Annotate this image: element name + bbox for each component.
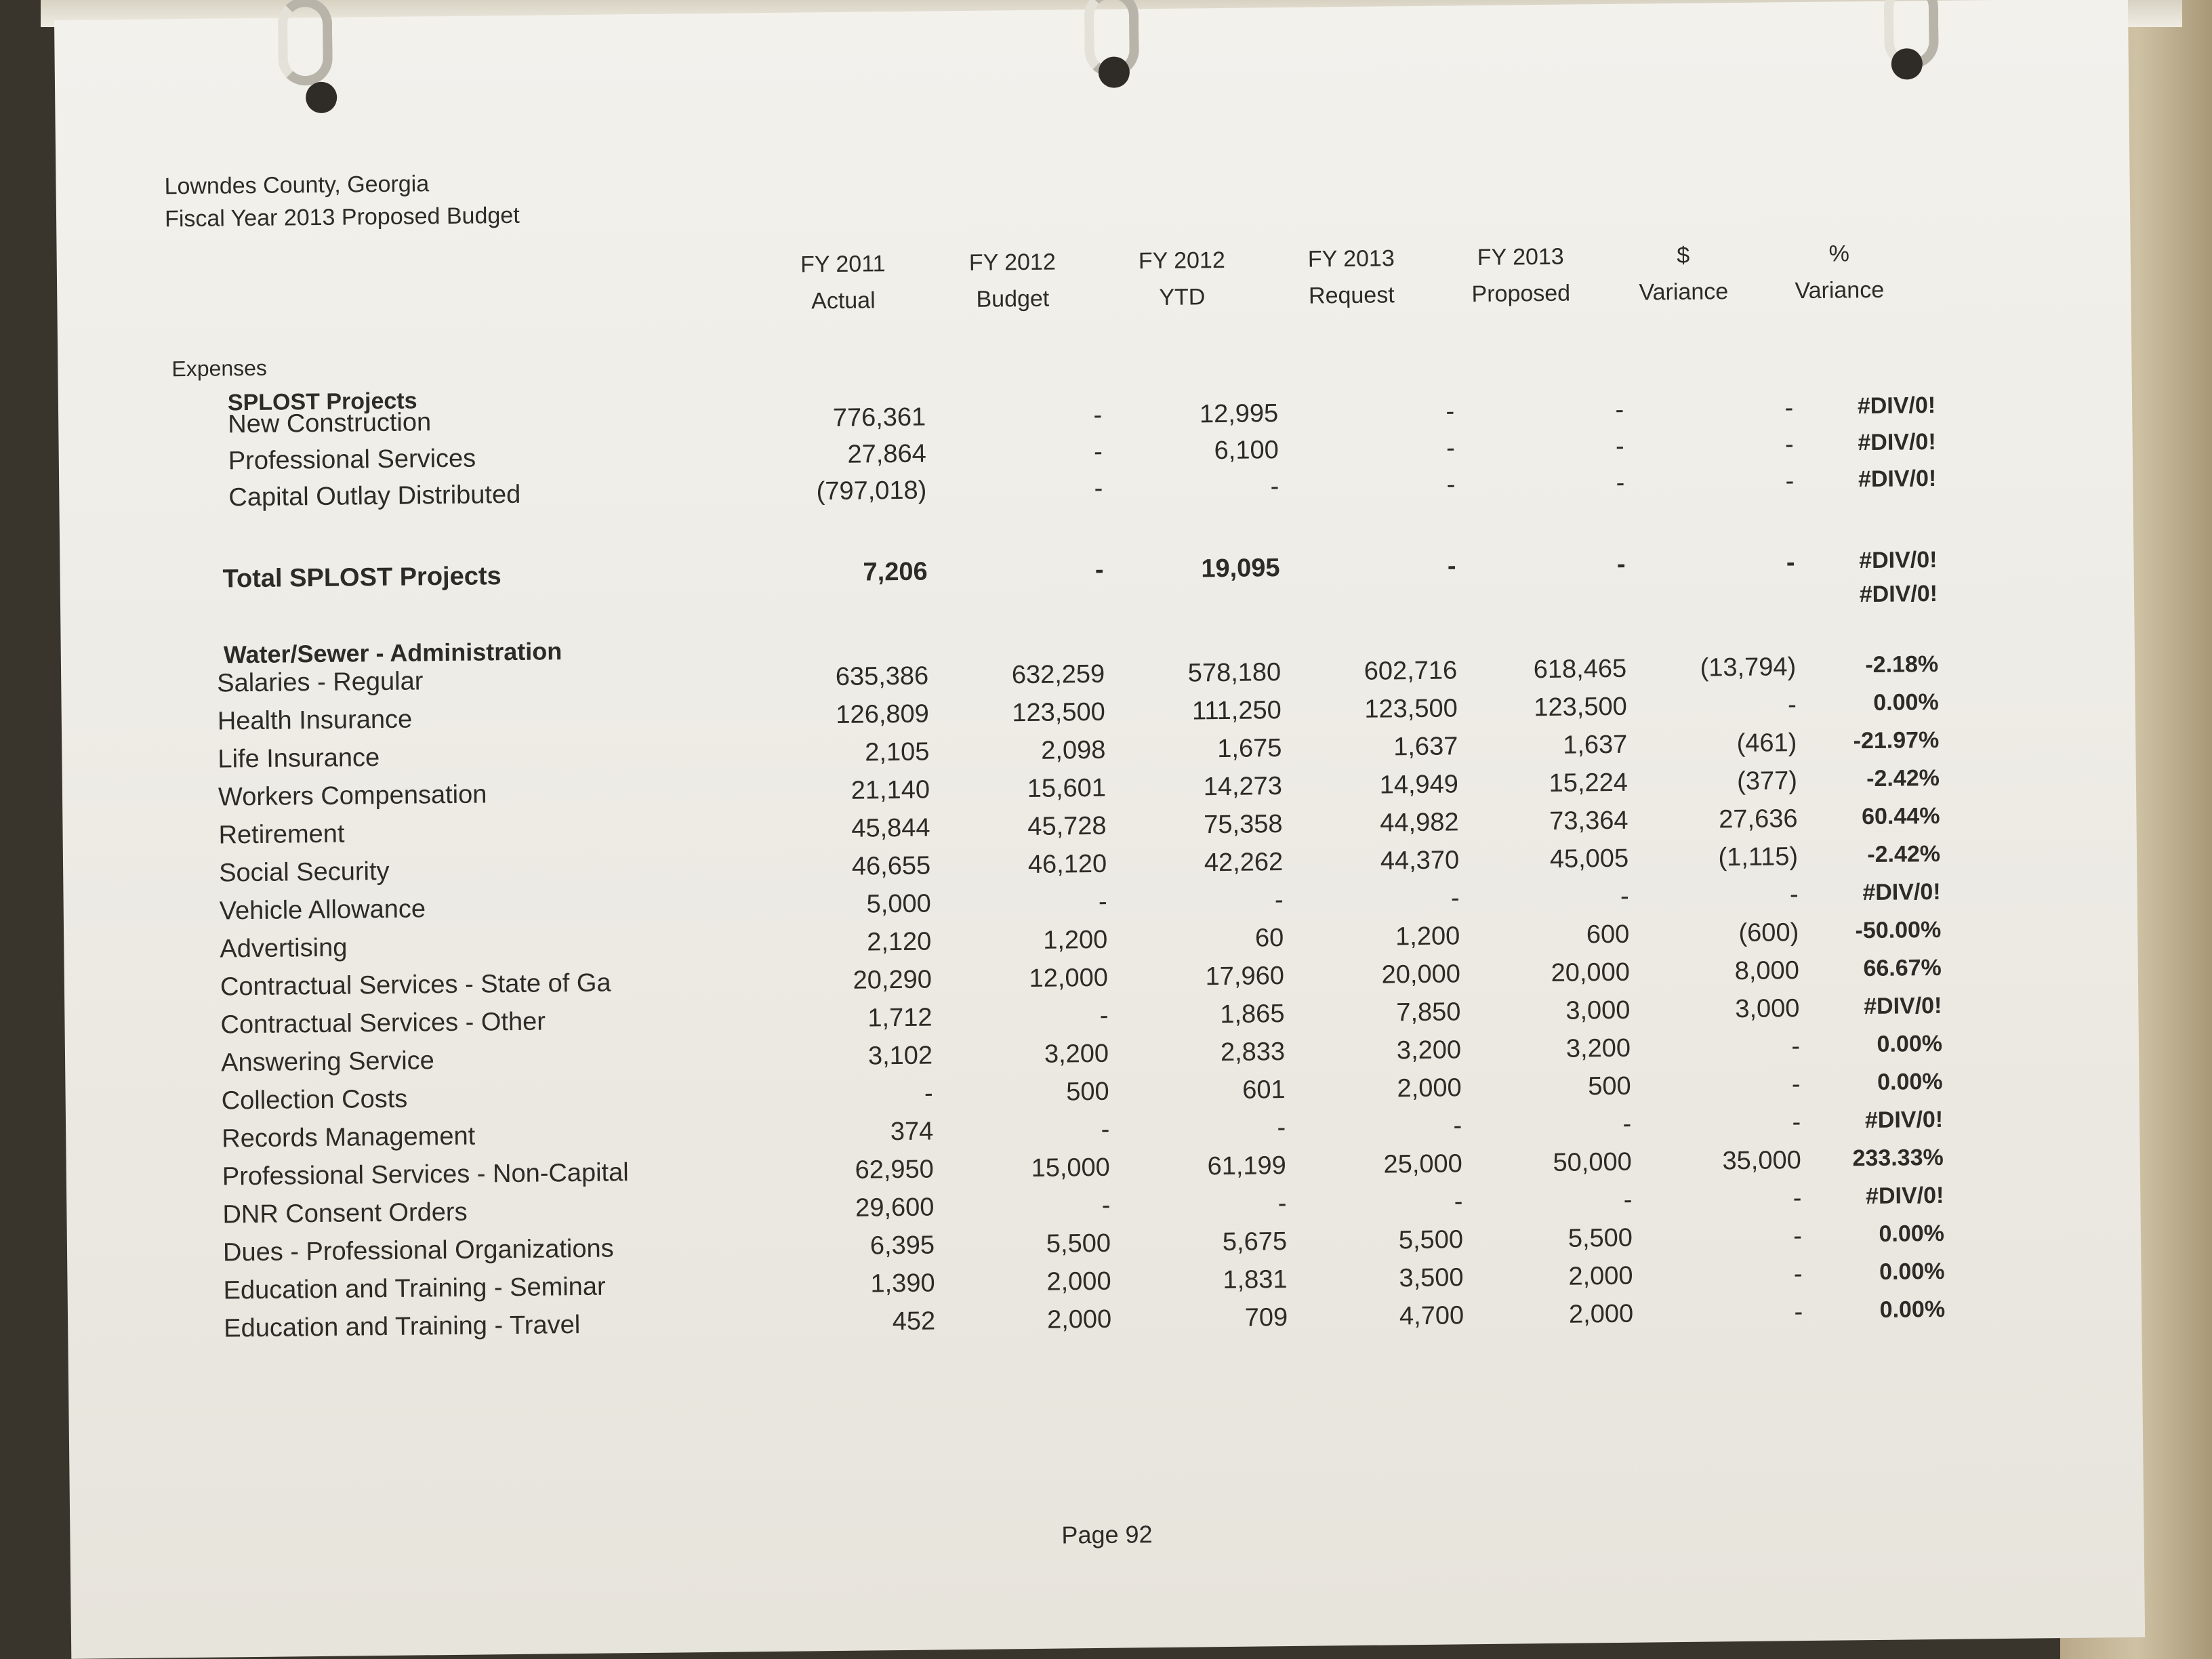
row-label: Social Security bbox=[218, 857, 390, 888]
cell: #DIV/0! bbox=[1858, 465, 1937, 493]
punch-hole-left bbox=[306, 82, 337, 113]
cell: -2.42% bbox=[1867, 840, 1941, 868]
row-label: Contractual Services - Other bbox=[220, 1007, 546, 1040]
cell: - bbox=[1794, 1298, 1803, 1327]
cell: 1,200 bbox=[1395, 922, 1460, 951]
cell: 44,982 bbox=[1380, 808, 1459, 838]
cell: 8,000 bbox=[1734, 956, 1800, 986]
column-header-line2: Actual bbox=[811, 287, 876, 314]
cell: 3,200 bbox=[1044, 1039, 1109, 1069]
cell: 1,675 bbox=[1217, 734, 1282, 764]
cell: -2.42% bbox=[1866, 764, 1940, 792]
punch-hole-right bbox=[1891, 48, 1923, 79]
cell: 601 bbox=[1242, 1076, 1286, 1105]
column-header bbox=[1101, 241, 1264, 316]
cell: 73,364 bbox=[1549, 806, 1629, 836]
column-header bbox=[1270, 240, 1433, 315]
cell: 123,500 bbox=[1012, 697, 1105, 728]
cell: 709 bbox=[1244, 1303, 1288, 1332]
cell: 35,000 bbox=[1722, 1146, 1801, 1176]
cell: - bbox=[1446, 470, 1456, 499]
cell: 14,273 bbox=[1203, 772, 1283, 802]
row-label: Life Insurance bbox=[218, 743, 380, 774]
cell: (461) bbox=[1736, 729, 1797, 758]
row-label: Contractual Services - State of Ga bbox=[220, 968, 611, 1002]
column-header-line1: $ bbox=[1677, 242, 1690, 268]
cell: 20,290 bbox=[853, 965, 933, 995]
cell: 2,120 bbox=[866, 927, 932, 957]
cell: 4,700 bbox=[1399, 1301, 1465, 1331]
cell: 5,500 bbox=[1568, 1223, 1633, 1253]
cell: 2,000 bbox=[1046, 1305, 1112, 1334]
cell: (1,115) bbox=[1718, 842, 1799, 872]
cell: 14,949 bbox=[1379, 770, 1459, 800]
budget-title: Fiscal Year 2013 Proposed Budget bbox=[164, 202, 520, 232]
column-header bbox=[1439, 238, 1603, 313]
cell: - bbox=[1620, 882, 1629, 911]
punch-hole-center bbox=[1099, 56, 1130, 87]
cell: 66.67% bbox=[1863, 954, 1942, 982]
cell: 45,728 bbox=[1027, 811, 1107, 842]
cell: - bbox=[1623, 1185, 1633, 1214]
cell: 1,865 bbox=[1220, 1000, 1285, 1029]
cell: - bbox=[1793, 1260, 1803, 1289]
column-header-line2: YTD bbox=[1159, 284, 1206, 310]
cell: 19,095 bbox=[1201, 554, 1280, 583]
cell: 3,200 bbox=[1565, 1033, 1631, 1063]
column-header-line2: Variance bbox=[1639, 279, 1729, 306]
cell: 5,675 bbox=[1222, 1227, 1288, 1257]
cell: 21,140 bbox=[851, 775, 930, 805]
cell: 632,259 bbox=[1011, 659, 1105, 690]
cell: #DIV/0! bbox=[1865, 1182, 1944, 1210]
cell: 1,637 bbox=[1393, 732, 1458, 762]
cell: - bbox=[1615, 432, 1624, 461]
cell: 111,250 bbox=[1191, 696, 1282, 726]
row-label: Collection Costs bbox=[221, 1084, 408, 1115]
cell: (600) bbox=[1738, 918, 1799, 948]
cell: 0.00% bbox=[1879, 1220, 1945, 1247]
cell: 6,395 bbox=[869, 1231, 935, 1261]
cell: #DIV/0! bbox=[1857, 392, 1936, 419]
column-header-line1: FY 2013 bbox=[1307, 245, 1395, 272]
cell: - bbox=[1446, 397, 1455, 426]
cell: 5,500 bbox=[1398, 1225, 1464, 1255]
table-row bbox=[60, 545, 2133, 608]
cell: 500 bbox=[1587, 1071, 1631, 1101]
cell: 1,200 bbox=[1042, 925, 1108, 955]
column-header-line1: FY 2012 bbox=[1138, 247, 1225, 274]
cell: 600 bbox=[1586, 920, 1630, 949]
row-label: Total SPLOST Projects bbox=[222, 562, 501, 594]
cell: - bbox=[1793, 1184, 1802, 1213]
cell: 3,200 bbox=[1396, 1036, 1462, 1065]
cell: - bbox=[1616, 550, 1626, 579]
cell: -2.18% bbox=[1865, 651, 1939, 678]
cell: - bbox=[1453, 1111, 1462, 1141]
cell: 1,831 bbox=[1223, 1265, 1288, 1295]
cell: 0.00% bbox=[1879, 1296, 1946, 1323]
cell: 3,000 bbox=[1565, 996, 1631, 1025]
cell: - bbox=[1099, 1001, 1109, 1030]
cell: 2,833 bbox=[1220, 1038, 1286, 1067]
cell: 0.00% bbox=[1879, 1258, 1945, 1285]
cell: 2,000 bbox=[1397, 1073, 1462, 1103]
cell: 20,000 bbox=[1551, 958, 1631, 987]
row-label: Salaries - Regular bbox=[217, 667, 424, 698]
cell: 1,390 bbox=[870, 1269, 935, 1298]
cell: 42,262 bbox=[1204, 848, 1284, 878]
cell: 126,809 bbox=[836, 699, 930, 729]
cell: - bbox=[1791, 1070, 1801, 1099]
row-label: Records Management bbox=[222, 1122, 476, 1153]
cell: - bbox=[1274, 886, 1284, 915]
cell: - bbox=[1450, 884, 1460, 913]
page-number: Page 92 bbox=[1061, 1520, 1153, 1549]
cell: 602,716 bbox=[1364, 656, 1458, 686]
cell: 50,000 bbox=[1553, 1147, 1632, 1177]
cell: 123,500 bbox=[1534, 692, 1627, 722]
cell: #DIV/0! bbox=[1859, 546, 1938, 574]
cell: - bbox=[1784, 394, 1794, 423]
cell: 60 bbox=[1254, 924, 1284, 953]
cell: 618,465 bbox=[1533, 654, 1627, 684]
cell: - bbox=[1615, 395, 1624, 424]
cell: #DIV/0! bbox=[1862, 878, 1941, 906]
cell: #DIV/0! bbox=[1858, 428, 1936, 456]
column-header-line2: Variance bbox=[1795, 276, 1885, 304]
column-header-line2: Budget bbox=[976, 285, 1050, 312]
cell: 17,960 bbox=[1205, 962, 1285, 991]
cell: 1,637 bbox=[1563, 730, 1628, 760]
cell: 776,361 bbox=[832, 403, 926, 433]
cell: -21.97% bbox=[1853, 726, 1940, 754]
cell: - bbox=[1622, 1109, 1632, 1139]
cell: 45,844 bbox=[851, 813, 930, 843]
cell: -50.00% bbox=[1855, 916, 1942, 944]
cell: - bbox=[1270, 472, 1279, 501]
cell: (13,794) bbox=[1700, 653, 1797, 682]
cell: 61,199 bbox=[1207, 1151, 1287, 1181]
cell: 20,000 bbox=[1381, 960, 1461, 989]
cell: 2,000 bbox=[1046, 1267, 1111, 1296]
row-label: New Construction bbox=[228, 408, 432, 439]
cell: 233.33% bbox=[1852, 1144, 1944, 1172]
cell: - bbox=[1454, 1187, 1463, 1216]
cell: 123,500 bbox=[1364, 694, 1458, 724]
cell: - bbox=[1785, 467, 1795, 496]
cell: 2,000 bbox=[1568, 1299, 1634, 1329]
cell: 46,120 bbox=[1027, 849, 1107, 880]
cell: - bbox=[1791, 1032, 1801, 1061]
column-header-line2: Request bbox=[1308, 282, 1395, 309]
column-header-line1: FY 2011 bbox=[800, 251, 886, 278]
row-label: Vehicle Allowance bbox=[219, 895, 426, 926]
cell: 12,995 bbox=[1199, 399, 1279, 429]
cell: 5,000 bbox=[866, 889, 931, 919]
cell: 15,601 bbox=[1027, 773, 1107, 804]
column-header bbox=[931, 243, 1094, 319]
cell: 1,712 bbox=[867, 1003, 933, 1033]
cell: 3,000 bbox=[1735, 994, 1800, 1024]
row-label: Education and Training - Seminar bbox=[223, 1272, 606, 1305]
cell: 44,370 bbox=[1380, 846, 1460, 876]
cell: - bbox=[1094, 555, 1104, 584]
budget-page bbox=[54, 0, 2145, 1659]
water-sewer-section-title: Water/Sewer - Administration bbox=[223, 637, 562, 669]
expenses-label: Expenses bbox=[171, 355, 268, 382]
splost-section-title: SPLOST Projects bbox=[227, 388, 417, 416]
row-label: Retirement bbox=[218, 819, 345, 850]
cell: - bbox=[1098, 887, 1107, 916]
column-header bbox=[762, 245, 925, 321]
cell: 7,206 bbox=[863, 557, 928, 587]
cell: 62,950 bbox=[855, 1155, 935, 1185]
cell: 3,500 bbox=[1399, 1263, 1464, 1293]
cell: 2,000 bbox=[1568, 1261, 1633, 1291]
cell: 25,000 bbox=[1383, 1149, 1463, 1179]
cell: 27,864 bbox=[847, 439, 926, 469]
cell: 45,005 bbox=[1549, 844, 1629, 874]
cell: (797,018) bbox=[816, 476, 927, 506]
cell: - bbox=[1787, 691, 1797, 720]
cell: 0.00% bbox=[1873, 689, 1939, 716]
row-label: Answering Service bbox=[220, 1046, 435, 1078]
column-header-line2: Proposed bbox=[1471, 280, 1571, 308]
cell: 15,000 bbox=[1031, 1153, 1111, 1183]
row-label: Professional Services - Non-Capital bbox=[222, 1158, 629, 1191]
cell: 12,000 bbox=[1029, 963, 1109, 994]
cell: 0.00% bbox=[1877, 1068, 1943, 1095]
cell: - bbox=[1093, 437, 1103, 466]
cell: 452 bbox=[892, 1307, 936, 1336]
cell: 29,600 bbox=[855, 1193, 935, 1223]
column-header-line1: FY 2013 bbox=[1477, 243, 1564, 271]
row-label: Education and Training - Travel bbox=[224, 1310, 581, 1343]
binder-ring-left bbox=[278, 0, 333, 86]
column-header-line1: FY 2012 bbox=[968, 249, 1056, 276]
cell: - bbox=[1784, 430, 1794, 459]
cell: - bbox=[1789, 880, 1799, 909]
row-label: Advertising bbox=[220, 933, 348, 964]
cell: 3,102 bbox=[867, 1041, 933, 1071]
cell: 27,636 bbox=[1719, 804, 1798, 834]
cell: 0.00% bbox=[1877, 1030, 1943, 1057]
cell: - bbox=[1616, 468, 1625, 497]
cell: - bbox=[1093, 401, 1103, 430]
org-name: Lowndes County, Georgia bbox=[164, 171, 430, 200]
row-label: Health Insurance bbox=[217, 705, 413, 736]
column-header bbox=[1601, 237, 1765, 312]
column-header-line1: % bbox=[1828, 241, 1850, 267]
cell: 75,358 bbox=[1204, 810, 1283, 840]
cell: - bbox=[1793, 1222, 1803, 1251]
cell: - bbox=[1447, 552, 1456, 581]
cell: 635,386 bbox=[835, 661, 929, 691]
cell: 500 bbox=[1066, 1077, 1109, 1107]
cell: - bbox=[1792, 1108, 1801, 1137]
cell: 374 bbox=[890, 1117, 934, 1147]
cell: #DIV/0! bbox=[1863, 992, 1942, 1020]
row-label: DNR Consent Orders bbox=[222, 1197, 468, 1229]
cell: 2,098 bbox=[1041, 735, 1106, 765]
row-label: Capital Outlay Distributed bbox=[228, 480, 521, 512]
cell: 578,180 bbox=[1187, 658, 1282, 688]
cell: - bbox=[1101, 1191, 1111, 1220]
row-label: Professional Services bbox=[228, 444, 476, 476]
cell: 2,105 bbox=[865, 737, 930, 767]
cell: 46,655 bbox=[851, 851, 931, 881]
cell: (377) bbox=[1736, 766, 1798, 796]
column-header bbox=[1757, 234, 1921, 310]
cell: 6,100 bbox=[1214, 436, 1279, 466]
row-label: Workers Compensation bbox=[218, 780, 487, 812]
cell: - bbox=[1094, 474, 1103, 503]
cell: - bbox=[924, 1079, 933, 1108]
cell: - bbox=[1786, 548, 1795, 577]
row-label: Dues - Professional Organizations bbox=[222, 1234, 614, 1267]
cell: - bbox=[1101, 1115, 1110, 1144]
cell: 15,224 bbox=[1549, 768, 1629, 798]
cell: 60.44% bbox=[1861, 802, 1940, 830]
cell: 5,500 bbox=[1046, 1229, 1111, 1258]
cell: #DIV/0! bbox=[1864, 1106, 1944, 1134]
extra-percent-cell: #DIV/0! bbox=[1859, 580, 1938, 608]
cell: - bbox=[1277, 1113, 1286, 1143]
cell: - bbox=[1446, 434, 1455, 463]
cell: - bbox=[1277, 1189, 1287, 1218]
cell: 7,850 bbox=[1396, 998, 1461, 1027]
